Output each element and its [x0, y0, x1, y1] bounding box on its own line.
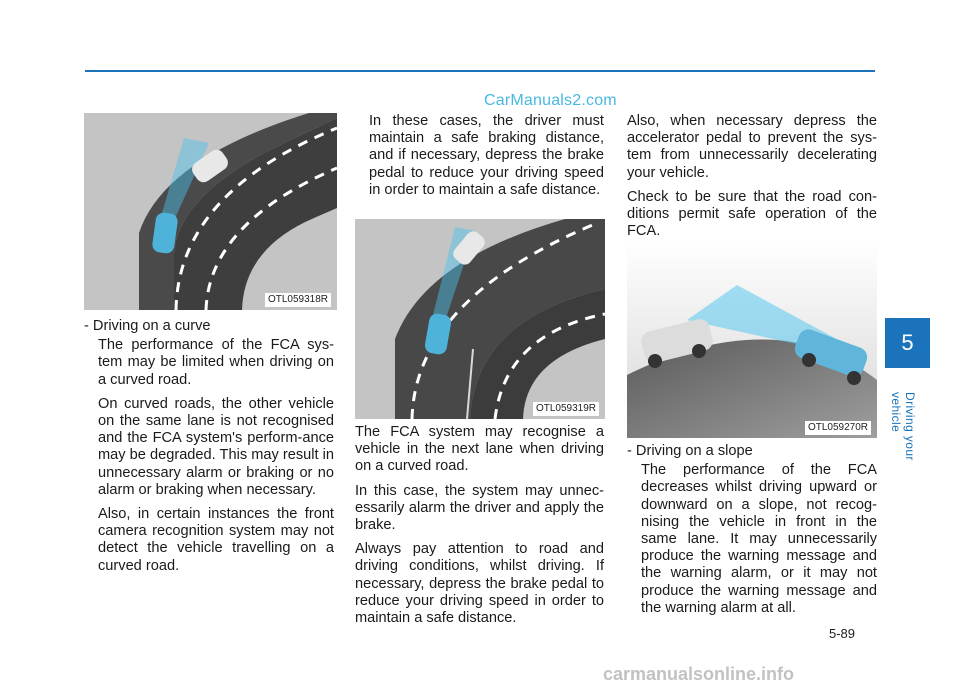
paragraph: The performance of the FCA sys-tem may be limited when driving on a curved road.	[98, 337, 334, 388]
paragraph: The FCA system may recognise a vehicle in the next lane when driving on a curved road.	[355, 424, 604, 475]
column-3-top	[627, 113, 877, 247]
curve-road-illustration	[84, 113, 337, 310]
paragraph: Check to be sure that the road con-ditions permit safe operation of the FCA.	[627, 188, 877, 240]
column-2-bottom	[355, 424, 604, 634]
page-number: 5-89	[829, 626, 856, 641]
paragraph: On curved roads, the other vehicle on the same lane is not recognised and the FCA system's perform-ance may be degraded. This may result in unnecessary alarm or braking or no alarm or braking when necessary.	[98, 395, 334, 498]
column-1	[84, 318, 334, 582]
paragraph: In these cases, the driver must maintain a safe braking distance, and if necessary, depress the brake pedal to reduce your driving speed in order to maintain a safe distance.	[369, 113, 604, 198]
column-2-top	[355, 113, 604, 206]
paragraph: In this case, the system may unnec-essarily alarm the driver and apply the brake.	[355, 482, 604, 534]
figure-label: OTL059270R	[805, 421, 871, 435]
figure-label: OTL059318R	[265, 293, 331, 307]
paragraph: Always pay attention to road and driving conditions, whilst driving. If necessary, depress the brake pedal to reduce your driving speed in order to maintain a safe distance.	[355, 541, 604, 627]
figure-curve-next-lane	[355, 219, 605, 419]
paragraph: Also, in certain instances the front camera recognition system may not detect the vehicle travelling on a curved road.	[98, 506, 334, 574]
watermark-top[interactable]: CarManuals2.com	[484, 92, 617, 109]
figure-label: OTL059319R	[533, 402, 599, 416]
heading-curve: - Driving on a curve	[84, 318, 211, 334]
section-title: Driving your vehicle	[889, 392, 917, 461]
chapter-tab: 5	[885, 318, 930, 368]
paragraph: The performance of the FCA decreases whilst driving upward or downward on a slope, not recog-nising the vehicle in front in the same lane. It may unnecessarily produce the warning message and the warning alarm, or it may not produce the warning message and the warning alarm at all.	[641, 462, 877, 616]
slope-illustration	[627, 240, 877, 438]
header-rule	[85, 70, 875, 72]
heading-slope: - Driving on a slope	[627, 443, 753, 459]
figure-curve-same-lane	[84, 113, 337, 310]
paragraph: Also, when necessary depress the accelerator pedal to prevent the sys-tem from unnecessarily decelerating your vehicle.	[627, 113, 877, 181]
figure-slope	[627, 240, 877, 438]
watermark-bottom[interactable]: carmanualsonline.info	[603, 664, 795, 684]
curve-two-lane-illustration	[355, 219, 605, 419]
column-3-bottom	[627, 443, 877, 624]
